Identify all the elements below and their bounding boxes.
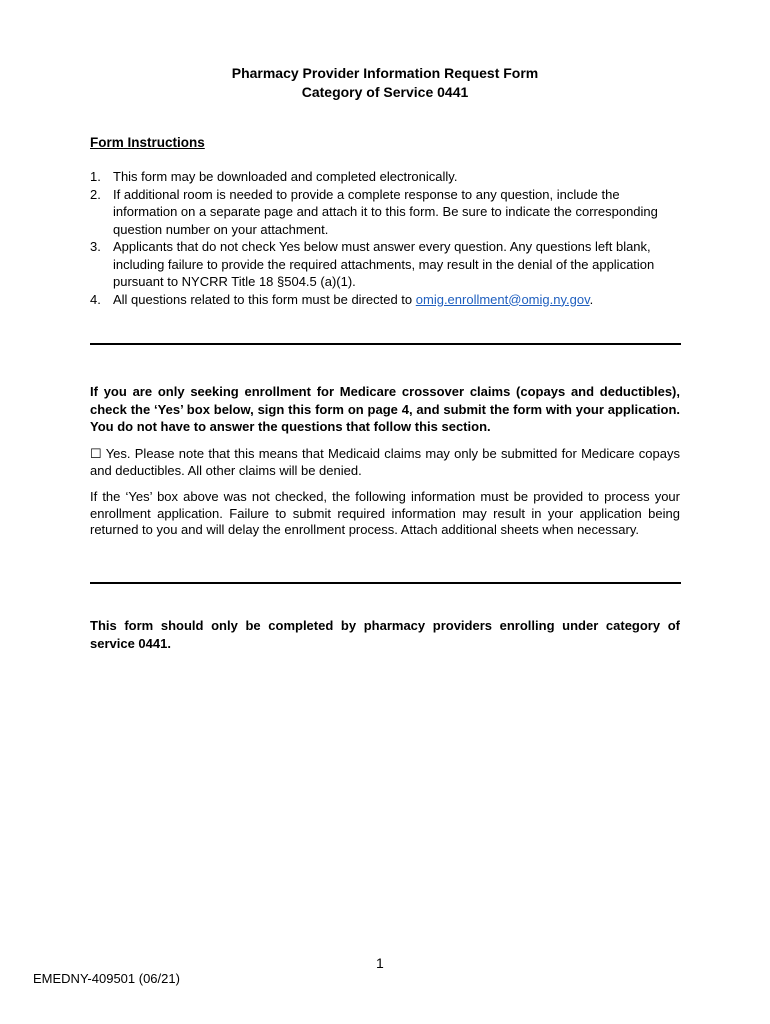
instruction-item	[90, 168, 680, 186]
page-title	[0, 64, 770, 102]
instruction-number: 1.	[90, 169, 101, 184]
email-link[interactable]: omig.enrollment@omig.ny.gov	[415, 291, 590, 307]
instruction-text: This form may be downloaded and completed electronically.	[113, 169, 458, 184]
form-subtitle: Category of Service 0441	[301, 84, 469, 100]
form-id: EMEDNY-409501 (06/21)	[33, 971, 180, 986]
yes-checkbox[interactable]: ☐	[90, 446, 102, 461]
instruction-text: Applicants that do not check Yes below must answer every question. Any questions left blank, including failure to provide the required attachments, may result in the denial of the application pursuant to NYCRR Title 18 §504.5 (a)(1).	[113, 239, 655, 289]
instruction-item	[90, 291, 680, 309]
yes-option	[90, 446, 680, 479]
form-title: Pharmacy Provider Information Request Form	[231, 65, 539, 81]
yes-option-text: Yes. Please note that this means that Medicaid claims may only be submitted for Medicare copays and deductibles. All other claims will be denied.	[90, 446, 680, 478]
instruction-item	[90, 238, 680, 291]
instructions-heading: Form Instructions	[90, 135, 205, 150]
section-divider	[90, 582, 681, 584]
instruction-text: All questions related to this form must be directed to	[113, 291, 416, 307]
category-of-service-note: This form should only be completed by pharmacy providers enrolling under category of service 0441.	[90, 618, 680, 651]
process-note: If the ‘Yes’ box above was not checked, the following information must be provided to process your enrollment application. Failure to submit required information may result in your application being returned to you and will delay the enrollment process. Attach additional sheets when necessary.	[90, 489, 680, 537]
instructions-list	[90, 168, 680, 308]
instruction-item	[90, 186, 680, 239]
page-number: 1	[376, 955, 384, 971]
instruction-number: 3.	[90, 239, 101, 254]
instruction-text: If additional room is needed to provide a complete response to any question, include the information on a separate page and attach it to this form. Be sure to indicate the corresponding question number on your attachment.	[113, 186, 658, 237]
section-divider	[90, 343, 681, 345]
instruction-suffix: .	[589, 291, 594, 307]
medicare-crossover-notice: If you are only seeking enrollment for Medicare crossover claims (copays and deductibles), check the ‘Yes’ box below, sign this form on page 4, and submit the form with your application. You do not have to answer the questions that follow this section.	[90, 384, 680, 434]
instruction-number: 2.	[90, 186, 101, 202]
instruction-number: 4.	[90, 291, 101, 307]
